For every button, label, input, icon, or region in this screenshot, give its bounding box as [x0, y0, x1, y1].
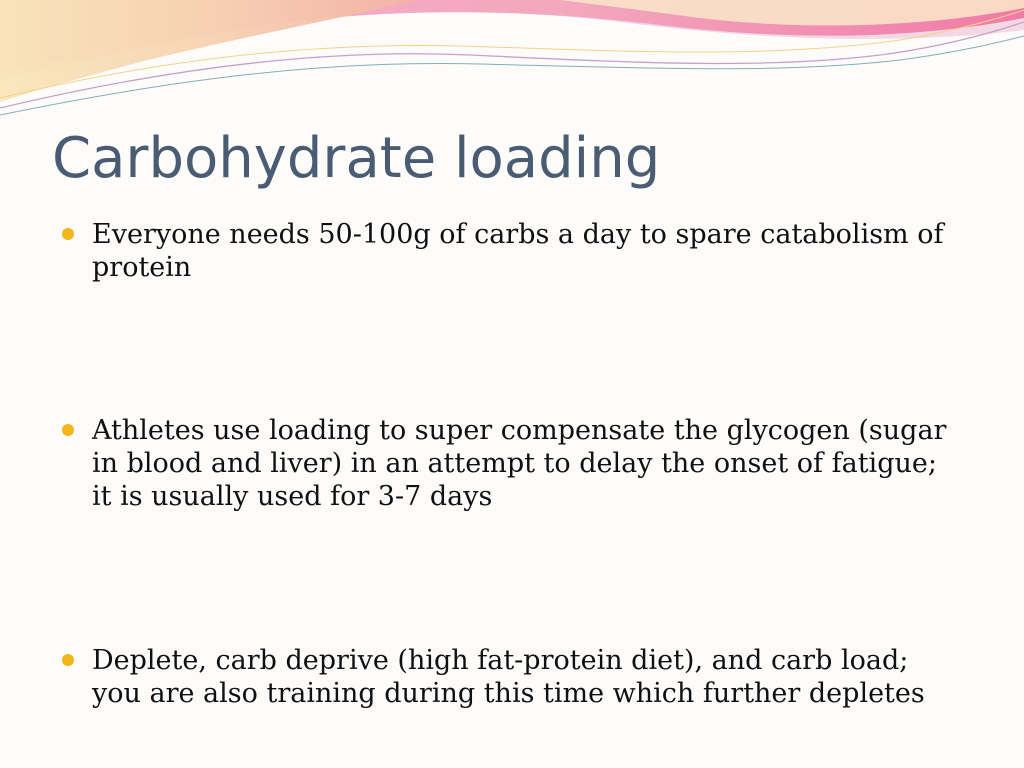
decorative-wave-header [0, 0, 1024, 130]
slide-title: Carbohydrate loading [52, 126, 661, 191]
bullet-dot-icon [62, 424, 74, 436]
bullet-text: Athletes use loading to super compensate the glycogen (sugar in blood and liver) in an attempt to delay the onset of fatigue; it is usually used for 3-7 days [92, 415, 947, 512]
bullet-dot-icon [62, 228, 74, 240]
bullet-text: Everyone needs 50-100g of carbs a day to spare catabolism of protein [92, 219, 944, 283]
bullet-text: Deplete, carb deprive (high fat-protein diet), and carb load; you are also training during this time which further depletes [92, 645, 925, 709]
bullet-dot-icon [62, 654, 74, 666]
